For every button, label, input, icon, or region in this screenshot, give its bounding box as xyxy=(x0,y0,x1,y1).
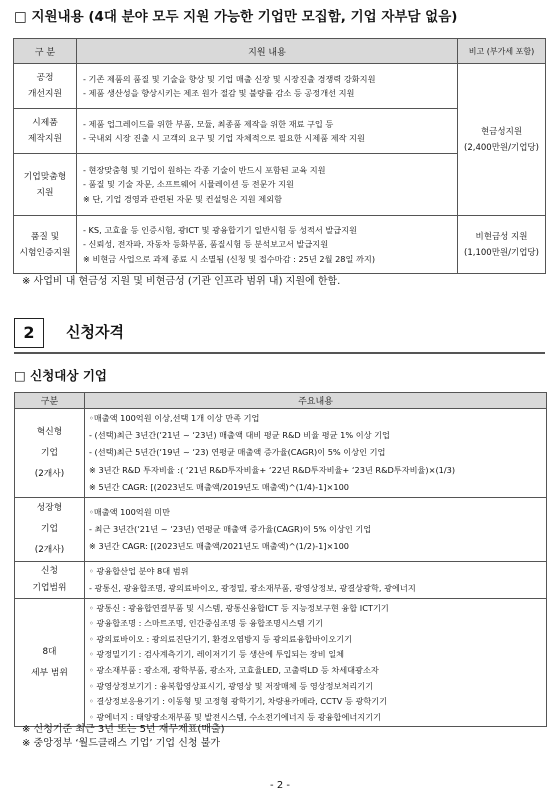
text-line: ◦ 광융합산업 분야 8대 범위 xyxy=(89,566,189,577)
row-content xyxy=(85,562,547,599)
support-footnote: ※ 사업비 내 현금성 지원 및 비현금성 (기관 인프라 범위 내) 지원에 한함. xyxy=(22,276,341,287)
text-line: ◦매출액 100억원 이상,선택 1개 이상 만족 기업 xyxy=(89,413,260,423)
column-header: 지원 내용 xyxy=(77,39,458,64)
text-line: ◦ 광영상정보기기 : 융복합영상표시기, 광영상 및 저장매체 등 영상정보처리기기 xyxy=(89,680,374,691)
text-line: - 국내외 시장 진출 시 고객의 요구 및 기업 자체적으로 필요한 시제품 제작 지원 xyxy=(83,133,365,143)
text-line: - KS, 고효율 등 인증시험, 광ICT 및 광융합기기 일반시험 등 성적서 발급지원 xyxy=(83,224,358,235)
text-line: - (선택)최근 3년간(‘21년 ~ ‘23년) 매출액 대비 평균 R&D 비율 평균 1% 이상 기업 xyxy=(89,430,390,441)
cell-text-line: 기업 xyxy=(41,447,58,458)
text-line: - 제품 생산성을 향상시키는 제조 원가 절감 및 불량률 감소 등 공정개선 지원 xyxy=(83,88,355,98)
cell-text-line: 비현금성 지원 xyxy=(475,231,528,242)
column-header: 비고 (부가세 포함) xyxy=(458,39,546,64)
row-category xyxy=(14,109,77,154)
cell-text-line: 성장형 xyxy=(36,503,63,514)
cell-text-line: 혁신형 xyxy=(36,426,63,437)
cell-text-line: 8대 xyxy=(42,646,57,657)
text-line: ◦ 결상정보응용기기 : 이동형 및 고정형 광학기기, 차량용카메라, CCTV 등 광학기기 xyxy=(89,696,388,707)
text-line: ◦ 광에너지 : 태양광소재부품 및 발전시스템, 수소전기에너지 등 광융합에너지기기 xyxy=(89,711,382,722)
text-line: ◦ 광정밀기기 : 검사계측기기, 레이저기기 등 생산에 투입되는 장비 일체 xyxy=(89,649,345,660)
text-line: ※ 비현금 사업으로 과제 종료 시 소멸됨 (신청 및 접수마감 : 25년 2월 28일 까지) xyxy=(83,253,376,264)
table-header-row xyxy=(14,39,546,64)
eligibility-footnotes xyxy=(22,723,225,750)
cell-text-line: (2개사) xyxy=(34,468,65,479)
cell-text-line: (2,400만원/기업당) xyxy=(464,142,539,153)
cell-text-line: 품질 및 xyxy=(30,231,60,242)
text-line: ◦ 광의료바이오 : 광의료진단기기, 환경오염방지 등 광의료융합바이오기기 xyxy=(89,633,353,644)
cell-text-line: 기업 xyxy=(41,524,58,535)
row-category xyxy=(15,562,85,599)
text-line: - 기존 제품의 품질 및 기술을 향상 및 기업 매출 신장 및 시장진출 경쟁력 강화지원 xyxy=(83,73,376,84)
section-title: 신청자격 xyxy=(66,323,124,341)
subheading-target: □ 신청대상 기업 xyxy=(14,368,107,383)
cell-text-line: (2개사) xyxy=(34,545,65,556)
table-row xyxy=(14,64,546,109)
table-row xyxy=(15,562,547,599)
text-line: - 현장맞춤형 및 기업이 원하는 각종 기술이 반드시 포함된 교육 지원 xyxy=(83,164,326,175)
cell-text-line: 제작지원 xyxy=(28,134,62,144)
row-category xyxy=(15,409,85,498)
cell-text-line: 공정 xyxy=(36,73,54,83)
row-content xyxy=(85,409,547,498)
table-row xyxy=(15,409,547,498)
target-company-table xyxy=(14,392,547,727)
text-line: ※ 단, 기업 경영과 관련된 자문 및 컨설팅은 지원 제외함 xyxy=(83,193,282,204)
column-header: 구분 xyxy=(15,393,85,409)
text-line: ※ 3년간 R&D 투자비율 :( ‘21년 R&D투자비율+ ‘22년 R&D투자비율+ ‘23년 R&D투자비율)×(1/3) xyxy=(89,464,456,475)
non-cash-support-note xyxy=(458,216,546,274)
row-content xyxy=(77,154,458,216)
cell-text-line: 신청 xyxy=(41,566,58,577)
text-line: ※ 중앙정부 ‘월드클래스 기업’ 기업 신청 불가 xyxy=(22,737,221,749)
row-category xyxy=(14,64,77,109)
row-category xyxy=(15,498,85,562)
cell-text-line: (1,100만원/기업당) xyxy=(464,247,539,258)
text-line: - 광통신, 광융합조명, 광의료바이오, 광정밀, 광소재부품, 광영상정보, 광결상광학, 광에너지 xyxy=(89,583,416,594)
cell-text-line: 시험인증지원 xyxy=(19,247,71,258)
text-line: ※ 3년간 CAGR: [(2023년도 매출액/2021년도 매출액)^(1/2)-1]×100 xyxy=(89,541,349,552)
cell-text-line: 지원 xyxy=(36,187,54,198)
section-divider xyxy=(14,352,545,354)
support-content-table xyxy=(13,38,546,274)
text-line: ※ 신청기준 최근 3년 또는 5년 재무제표(매출) xyxy=(22,724,225,735)
text-line: ※ 5년간 CAGR: [(2023년도 매출액/2019년도 매출액)^(1/4)-1]×100 xyxy=(89,481,349,492)
page-number: - 2 - xyxy=(270,780,290,791)
text-line: ◦ 광소재부품 : 광소재, 광학부품, 광소자, 고효율LED, 고출력LD 등 차세대광소자 xyxy=(89,664,379,675)
cell-text-line: 세부 범위 xyxy=(31,667,68,678)
row-category xyxy=(14,154,77,216)
cell-text-line: 현금성지원 xyxy=(480,126,523,137)
text-line: - 최근 3년간(‘21년 ~ ‘23년) 연평균 매출액 증가율(CAGR)이 5% 이상인 기업 xyxy=(89,523,372,534)
text-line: ◦ 광융합조명 : 스마트조명, 인간중심조명 등 융합조명시스템 기기 xyxy=(89,618,324,629)
column-header: 구 분 xyxy=(14,39,77,64)
table-row xyxy=(15,498,547,562)
cell-text-line: 기업맞춤형 xyxy=(23,171,67,182)
text-line: ◦ 광통신 : 광융합연결부품 및 시스템, 광통신융합ICT 등 지능정보구현 융합 ICT기기 xyxy=(89,602,389,613)
row-content xyxy=(77,216,458,274)
section-heading-support: □ 지원내용 (4대 분야 모두 지원 가능한 기업만 모집함, 기업 자부담 없음) xyxy=(14,9,458,25)
text-line: - 제품 업그레이드를 위한 부품, 모듈, 최종품 제작을 위한 재료 구입 등 xyxy=(83,118,334,129)
row-category xyxy=(14,216,77,274)
row-content xyxy=(77,109,458,154)
table-row xyxy=(14,216,546,274)
text-line: ◦매출액 100억원 미만 xyxy=(89,506,171,517)
row-content xyxy=(85,498,547,562)
row-category xyxy=(15,599,85,727)
text-line: - 신뢰성, 전자파, 자동차 등화부품, 품질시험 등 분석보고서 발급지원 xyxy=(83,239,329,250)
column-header: 주요내용 xyxy=(85,393,547,409)
table-header-row xyxy=(15,393,547,409)
cash-support-note xyxy=(458,64,546,216)
text-line: - (선택)최근 5년간(‘19년 ~ ‘23) 연평균 매출액 증가율(CAGR)이 5% 이상인 기업 xyxy=(89,447,386,458)
section-number: 2 xyxy=(14,318,44,348)
row-content xyxy=(85,599,547,727)
cell-text-line: 기업범위 xyxy=(32,583,67,594)
row-content xyxy=(77,64,458,109)
table-row xyxy=(15,599,547,727)
cell-text-line: 개선지원 xyxy=(28,89,62,99)
text-line: - 품질 및 기술 자문, 소프트웨어 시뮬레이션 등 전문가 지원 xyxy=(83,179,294,190)
cell-text-line: 시제품 xyxy=(32,118,58,128)
